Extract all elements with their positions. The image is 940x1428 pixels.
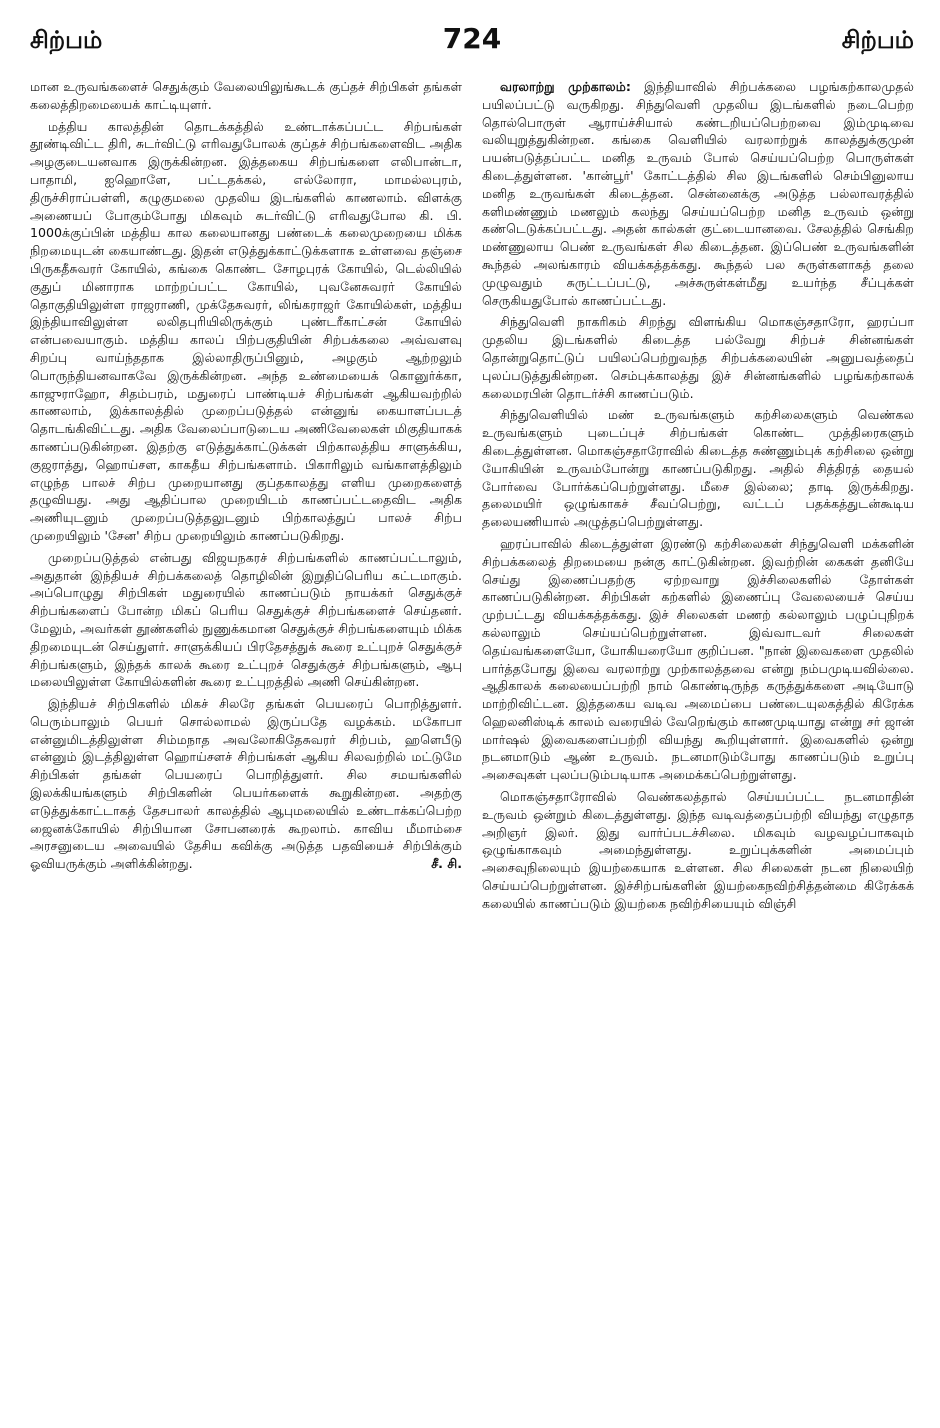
paragraph: சிந்துவெளி நாகரிகம் சிறந்து விளங்கிய மொகஞ்சதாரோ, ஹரப்பா முதலிய இடங்களில் கிடைத்த பல்வேறு சிற்பச் சின்னங்கள் தொன்றுதொட்டுப் பயிலப்பெற்றுவந்த சிற்பக்கலையின் அனுபவத்தைப் புலப்படுத்துகின்றன. செம்புக்காலத்து இச் சின்னங்களில் பழங்கற்காலக் கலைமரபின் தொடர்ச்சி காணப்படும்.	[482, 314, 914, 401]
paragraph: முறைப்படுத்தல் என்பது விஜயநகரச் சிற்பங்களில் காணப்பட்டாலும், அதுதான் இந்தியச் சிற்பக்கலைத் தொழிலின் இறுதிப்பெரிய கட்டமாகும். அப்பொழுது சிற்பிகள் மதுரையில் காணப்படும் நாயக்கர் செதுக்குச் சிற்பங்களைப் போன்ற மிகப் பெரிய செதுக்குச் சிற்பங்களைச் செய்தனர். மேலும், அவர்கள் தூண்களில் நுணுக்கமான செதுக்குச் சிற்பங்களையும் மிக்க திறமையுடன் செய்துளர். சாளுக்கியப் பிரதேசத்துக் கூரை உட்புறச் செதுக்குச் சிற்பங்களும், இந்தக் காலக் கூரை உட்புறச் செதுக்குச் சிற்பங்களும், ஆபு மலையிலுள்ள கோயில்களின் கூரை உட்புறத்தில் அணி செய்கின்றன.	[30, 549, 462, 690]
page-number: 724	[442, 22, 502, 55]
paragraph	[482, 78, 914, 309]
left-column	[30, 78, 462, 1408]
paragraph-text: இந்தியாவில் சிற்பக்கலை பழங்கற்காலமுதல் பயிலப்பட்டு வருகிறது. சிந்துவெளி முதலிய இடங்களில் நடைபெற்ற தொல்பொருள் ஆராய்ச்சியால் கண்டறியப்பெற்றவை இம்முடிவை வலியுறுத்துகின்றன. கங்கை வெளியில் வரலாற்றுக் காலத்துக்குமுன் பயன்படுத்தப்பட்ட மனித உருவம் போல் செய்யப்பெற்ற பொருள்கள் கிடைத்துள்ளன. 'கான்பூர்' கோட்டத்தில் சில இடங்களில் செம்பினுலாய மனித உருவங்கள் கிடைத்தன. சென்னைக்கு அடுத்த பல்லாவரத்தில் களிமண்ணும் மணலும் கலந்து செய்யப்பெற்ற மனித உருவம் ஒன்று கண்டெடுக்கப்பட்டது. அதன் கால்கள் குட்டையானவை. சேலத்தில் செங்கிற மண்ணுலாய பெண் உருவங்கள் சில கிடைத்தன. இப்பெண் உருவங்களின் கூந்தல் அலங்காரம் வியக்கத்தக்கது. கூந்தல் பல சுருள்களாகத் தலை முழுவதும் சுருட்டப்பட்டு, அச்சுருள்கள்மீது உயர்ந்த சீப்புக்கள் செருகியதுபோல் காணப்பட்டது.	[482, 79, 914, 308]
header-right-title: சிற்பம்	[841, 26, 914, 54]
author-signature: சீ. சி.	[431, 856, 462, 872]
paragraph: ஹரப்பாவில் கிடைத்துள்ள இரண்டு கற்சிலைகள் சிந்துவெளி மக்களின் சிற்பக்கலைத் திறமையை நன்கு காட்டுகின்றன. இவற்றின் கைகள் தனியே செய்து இணைப்பதற்கு ஏற்றவாறு இச்சிலைகளில் தோள்கள் காணப்படுகின்றன. சிற்பிகள் கற்களில் இணைப்பு வேலையைச் செய்ய முற்பட்டது வியக்கத்தக்கது. இச் சிலைகள் மணற் கல்லாலும் பழுப்புநிறக் கல்லாலும் செய்யப்பெற்றுள்ளன. இவ்வாடவர் சிலைகள் தெய்வங்களையோ, யோகியரையோ குறிப்பன. "நான் இவைகளை முதலில் பார்த்தபோது இவை வரலாற்று முற்காலத்தவை என்று நம்பமுடியவில்லை. ஆதிகாலக் கலையைப்பற்றி நாம் கொண்டிருந்த கருத்துக்களை அடியோடு மாற்றிவிட்டன. இத்தகைய வடிவ அமைப்பை பண்டையுலகத்தில் கிரேக்க ஹெலனிஸ்டிக் காலம் வரையில் வேறெங்கும் காணமுடியாது என்று சர் ஜான் மார்ஷல் இவைகளைப்பற்றி வியந்து கூறியுள்ளார். இவைகளில் ஒன்று நடனமாடும் ஆண் உருவம். நடனமாடும்போது காணப்படும் உறுப்பு அசைவுகள் புலப்படும்படியாக அமைக்கப்பெற்றுள்ளது.	[482, 535, 914, 783]
paragraph: மத்திய காலத்தின் தொடக்கத்தில் உண்டாக்கப்பட்ட சிற்பங்கள் தூண்டிவிட்ட திரி, சுடர்விட்டு எரிவதுபோலக் குப்தச் சிற்பங்களைவிட அதிக அழகுடையனவாக இருக்கின்றன. இத்தகைய சிற்பங்களை எலிபான்டா, பாதாமி, ஐஹொளே, பட்டதக்கல், எல்லோரா, மாமல்லபுரம், திருச்சிராப்பள்ளி, கழுகுமலை முதலிய இடங்களில் காணலாம். விளக்கு அணையப் போகும்போது மிகவும் சுடர்விட்டு எரிவதுபோல கி. பி. 1000க்குப்பின் மத்திய கால கலையானது பண்டைக் கலைமுறையை மிக்க நிறமையுடன் கையாண்டது. இதன் எடுத்துக்காட்டுக்களாக உள்ளவை தஞ்சை பிருகதீசுவரர் கோயில், கங்கை கொண்ட சோழபுரக் கோயில், டெல்லியில் குதுப் மினாராக மாற்றப்பட்ட கோயில், புவனேசுவரர் கோயில் தொகுதியிலுள்ள ராஜராணி, முக்தேசுவரர், லிங்கராஜர் கோயில்கள், மத்திய இந்தியாவிலுள்ள லலிதபுரியிலிருக்கும் புண்டரீகாட்சன் கோயில் என்பவையாகும். மத்திய காலப் பிற்பகுதியின் சிற்பக்கலை அவ்வளவு சிறப்பு வாய்ந்ததாக இல்லாதிருப்பினும், அழகும் ஆற்றலும் பொருந்தியனவாகவே இருக்கின்றன. அந்த உண்மையைக் கொனுர்க்கா, காஜுராஹோ, சிதம்பரம், மதுரைப் பாண்டியச் சிற்பங்கள் ஆகியவற்றில் காணலாம், இக்காலத்தில் முறைப்படுத்தல் என்னுங் கையாளப்படத் தொடங்கிவிட்டது. அதிக வேலைப்பாடுடைய அணிவேலைகள் மிகுதியாகக் காணப்படுகின்றன. இதற்கு எடுத்துக்காட்டுக்கள் பிற்காலத்திய சாளுக்கிய, குஜராத்து, ஹொய்சள, காகதீய சிற்பங்களாம். பிகாரிலும் வங்காளத்திலும் எழுந்த பாலச் சிற்ப முறையானது குப்தகாலத்து எளிய முறைகளைத் தழுவியது. அது ஆதிப்பால முறையிடம் காணப்பட்டதைவிட அதிக அணியுடனும் முறைப்படுத்தலுடனும் பிற்காலத்துப் பாலச் சிற்ப முறையிலும் 'சேன' சிற்ப முறையிலும் காணப்படுகிறது.	[30, 118, 462, 543]
paragraph	[30, 695, 462, 873]
paragraph: மொகஞ்சதாரோவில் வெண்கலத்தால் செய்யப்பட்ட நடனமாதின் உருவம் ஒன்றும் கிடைத்துள்ளது. இந்த வடிவத்தைப்பற்றி வியந்து எழுதாத அறிஞர் இலர். இது வார்ப்படச்சிலை. மிகவும் வழவழப்பாகவும் ஒழுங்காகவும் அமைந்துள்ளது. உறுப்புக்களின் அமைப்பும் அசைவுநிலையும் இயற்கையாக உள்ளன. சில சிலைகள் நடன நிலையிற் செய்யப்பெற்றுள்ளன. இச்சிற்பங்களின் இயற்கைநவிற்சித்தன்மை கிரேக்கக் கலையில் காணப்படும் இயற்கை நவிற்சியையும் விஞ்சி	[482, 789, 914, 911]
section-heading: வரலாற்று முற்காலம்:	[500, 79, 631, 94]
paragraph: சிந்துவெளியில் மண் உருவங்களும் கற்சிலைகளும் வெண்கல உருவங்களும் புடைப்புச் சிற்பங்கள் கொண்ட முத்திரைகளும் கிடைத்துள்ளன. மொகஞ்சதாரோவில் கிடைத்த சுண்ணும்புக் கற்சிலை ஒன்று யோகியின் உருவம்போன்று காணப்படுகிறது. அதில் சித்திரத் தையல் போர்வை போர்க்கப்பெற்றுள்ளது. மீசை இல்லை; தாடி இருக்கிறது. தலைமயிர் ஒழுங்காகச் சீவப்பெற்று, வட்டப் பதக்கத்துடன்கூடிய தலையணியால் அழுத்தப்பெற்றுள்ளது.	[482, 407, 914, 530]
paragraph-text: இந்தியச் சிற்பிகளில் மிகச் சிலரே தங்கள் பெயரைப் பொறித்துளர். பெரும்பாலும் பெயர் சொல்லாமல் இருப்பதே வழக்கம். மகோபா என்னுமிடத்திலுள்ள சிம்மநாத அவலோகிதேசுவரர் சிற்பம், ஹளெபீடு என்னும் இடத்திலுள்ள ஹொய்சளச் சிற்பங்கள் ஆகிய சிலவற்றில் மட்டுமே சிற்பிகள் தங்கள் பெயரைப் பொறித்துளர். சில சமயங்களில் இலக்கியங்களும் சிற்பிகளின் பெயர்களைக் கூறுகின்றன. அதற்கு எடுத்துக்காட்டாகத் தேசபாலர் காலத்தில் ஆபுமலையில் உண்டாக்கப்பெற்ற ஜைனக்கோயில் சிற்பியான சோபனரைக் கூறலாம். காவிய மீமாம்சை அரசனுடைய அவையில் தேசிய கவிக்கு அடுத்த பதவியைச் சிற்பிக்கும் ஓவியருக்கும் அளிக்கின்றது.	[30, 696, 462, 872]
running-header	[30, 22, 914, 62]
paragraph: மான உருவங்களைச் செதுக்கும் வேலையிலுங்கூடக் குப்தச் சிற்பிகள் தங்கள் கலைத்திறமையைக் காட்டியுளர்.	[30, 79, 462, 112]
right-column	[482, 78, 914, 1408]
header-left-title: சிற்பம்	[30, 26, 103, 54]
